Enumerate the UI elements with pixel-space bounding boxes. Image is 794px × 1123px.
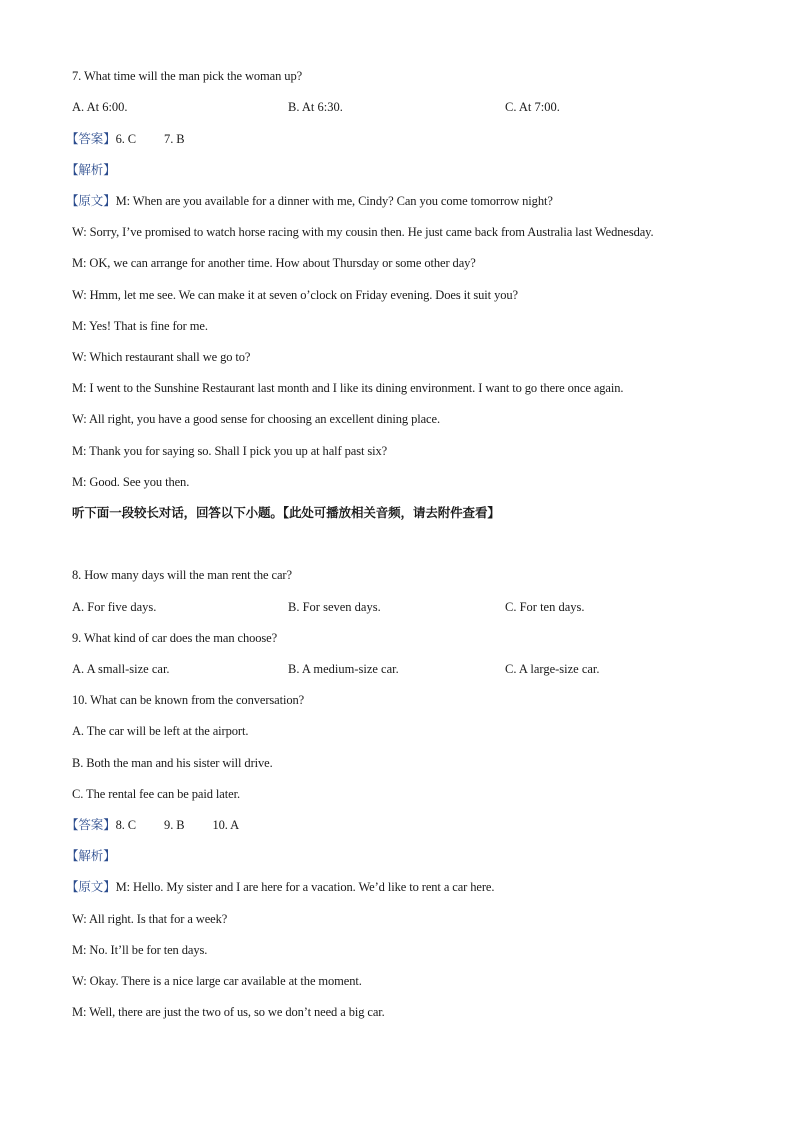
dialogue-2-line-5: M: Well, there are just the two of us, so we don’t need a big car. [72, 1005, 385, 1019]
dialogue-2-line-3: M: No. It’ll be for ten days. [72, 943, 208, 957]
dialogue-1-line-10: M: Good. See you then. [72, 475, 190, 489]
q10-option-a: A. The car will be left at the airport. [72, 724, 249, 738]
q9-option-b: B. A medium-size car. [288, 662, 399, 676]
answer-tag: 【答案】 [66, 817, 116, 832]
answer-7: 7. B [164, 132, 185, 146]
answer-9: 9. B [164, 818, 185, 832]
dialogue-1-line-3: M: OK, we can arrange for another time. How about Thursday or some other day? [72, 256, 476, 270]
answer-tag: 【答案】 [66, 131, 116, 146]
q9-option-a: A. A small-size car. [72, 662, 170, 676]
q10-option-b: B. Both the man and his sister will drive. [72, 756, 273, 770]
analysis-line-2 [66, 848, 116, 864]
dialogue-1-line-5: M: Yes! That is fine for me. [72, 319, 208, 333]
q7-option-c: C. At 7:00. [505, 100, 560, 114]
dialogue-2-line-4: W: Okay. There is a nice large car available at the moment. [72, 974, 362, 988]
answer-line-2 [66, 817, 239, 833]
answer-10: 10. A [212, 818, 240, 832]
question-7: 7. What time will the man pick the woman up? [72, 69, 303, 83]
dialogue-1-line-7: M: I went to the Sunshine Restaurant last month and I like its dining environment. I want to go there once again. [72, 381, 624, 395]
answer-6: 6. C [115, 132, 137, 146]
original-tag: 【原文】 [66, 193, 116, 208]
q9-option-c: C. A large-size car. [505, 662, 600, 676]
analysis-line-1 [66, 162, 116, 178]
question-8: 8. How many days will the man rent the car? [72, 568, 292, 582]
q8-option-a: A. For five days. [72, 600, 157, 614]
dialogue-1-line-9: M: Thank you for saying so. Shall I pick you up at half past six? [72, 444, 388, 458]
q7-option-b: B. At 6:30. [288, 100, 343, 114]
dialogue-1-line-4: W: Hmm, let me see. We can make it at seven o’clock on Friday evening. Does it suit you? [72, 288, 518, 302]
analysis-tag: 【解析】 [66, 162, 116, 177]
q8-option-b: B. For seven days. [288, 600, 381, 614]
q7-option-a: A. At 6:00. [72, 100, 128, 114]
dialogue-text: M: When are you available for a dinner with me, Cindy? Can you come tomorrow night? [115, 194, 553, 208]
dialogue-1-line-1 [66, 193, 553, 209]
dialogue-1-line-2: W: Sorry, I’ve promised to watch horse racing with my cousin then. He just came back from Australia last Wednesday. [72, 225, 654, 239]
dialogue-2-line-1 [66, 879, 494, 895]
listening-instruction: 听下面一段较长对话，回答以下小题。【此处可播放相关音频，请去附件查看】 [72, 505, 500, 520]
question-10: 10. What can be known from the conversation? [72, 693, 305, 707]
q10-option-c: C. The rental fee can be paid later. [72, 787, 240, 801]
dialogue-1-line-8: W: All right, you have a good sense for choosing an excellent dining place. [72, 412, 440, 426]
q8-option-c: C. For ten days. [505, 600, 585, 614]
dialogue-1-line-6: W: Which restaurant shall we go to? [72, 350, 251, 364]
dialogue-2-line-2: W: All right. Is that for a week? [72, 912, 228, 926]
original-tag: 【原文】 [66, 879, 116, 894]
answer-line-1 [66, 131, 184, 147]
answer-8: 8. C [115, 818, 137, 832]
question-9: 9. What kind of car does the man choose? [72, 631, 278, 645]
dialogue-text: M: Hello. My sister and I are here for a vacation. We’d like to rent a car here. [115, 880, 495, 894]
analysis-tag: 【解析】 [66, 848, 116, 863]
